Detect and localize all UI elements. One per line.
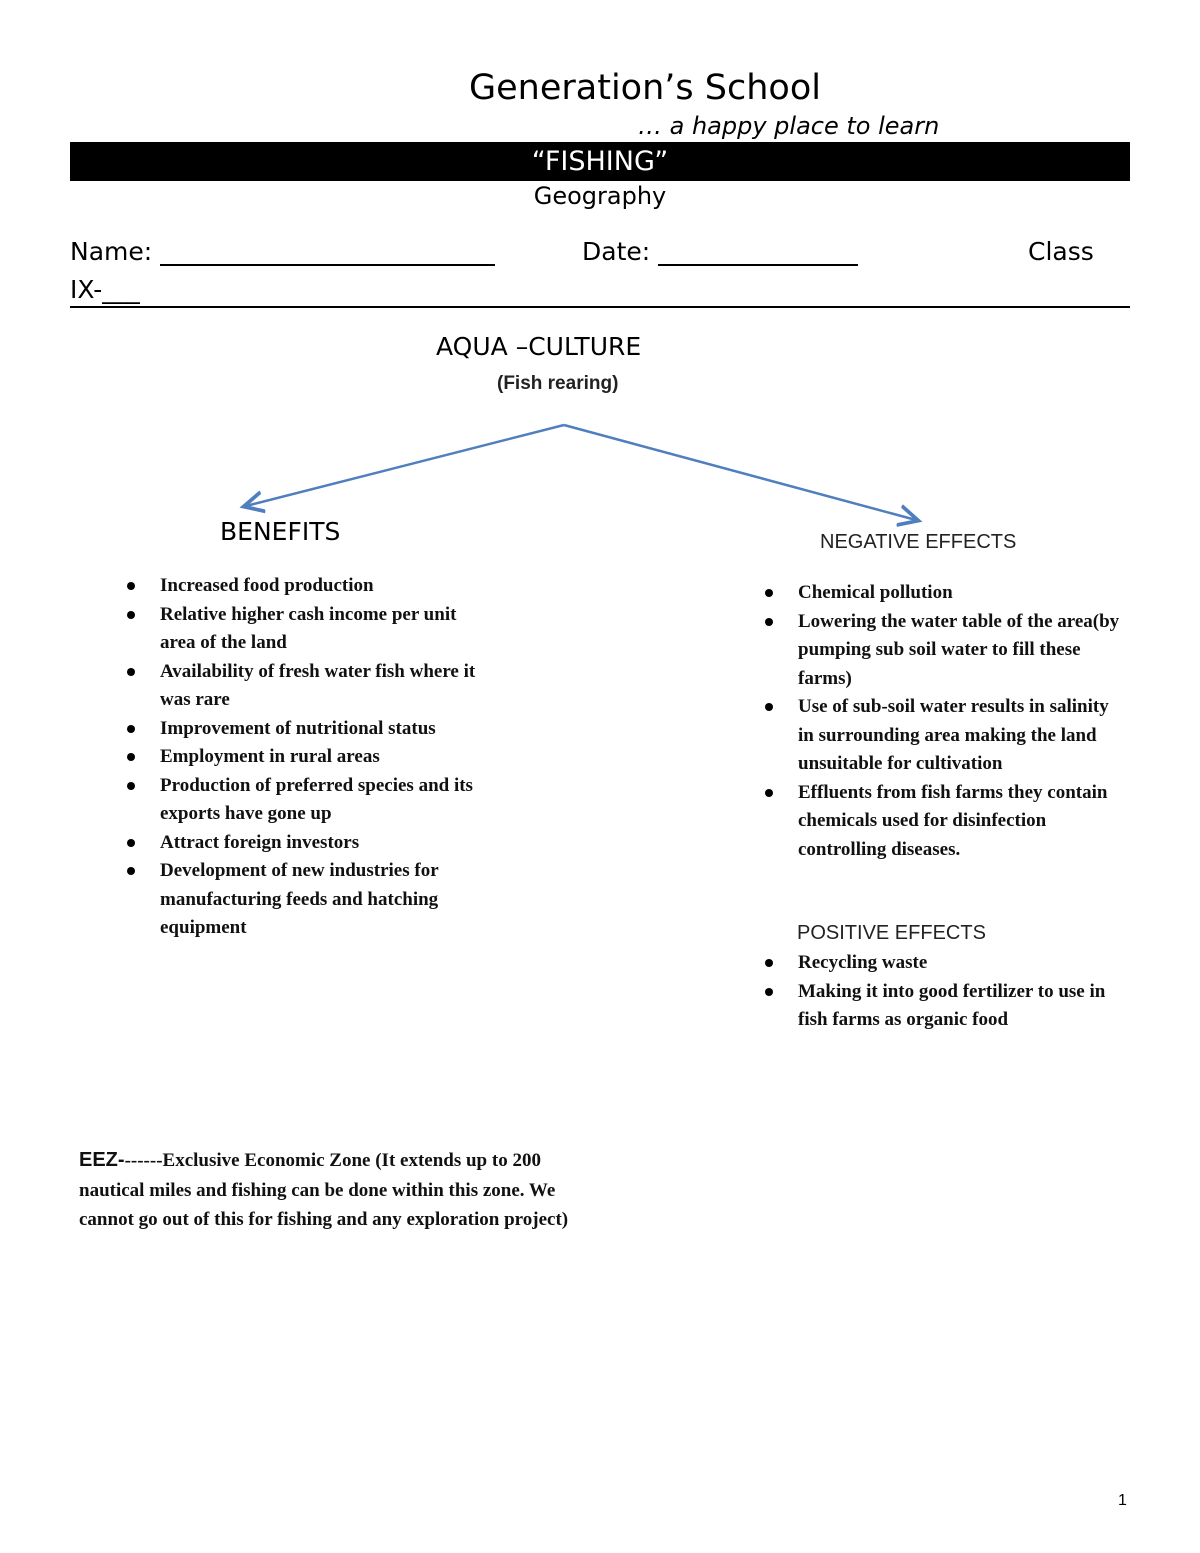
eez-definition — [79, 1146, 579, 1235]
class-value: IX-___ — [70, 275, 140, 304]
benefits-list — [160, 572, 490, 943]
list-item: Chemical pollution — [798, 579, 1128, 608]
bullet-icon — [127, 668, 135, 676]
list-item: Lowering the water table of the area(by pumping sub soil water to fill these farms) — [798, 608, 1128, 694]
class-label: Class — [1028, 237, 1094, 266]
bullet-icon — [127, 782, 135, 790]
arrow-to-benefits — [246, 425, 564, 506]
bullet-icon — [127, 725, 135, 733]
school-tagline: … a happy place to learn — [638, 112, 940, 140]
date-field — [582, 237, 858, 266]
eez-term: EEZ- — [79, 1149, 125, 1171]
list-item: Availability of fresh water fish where it was rare — [160, 658, 490, 715]
list-item: Improvement of nutritional status — [160, 715, 490, 744]
bullet-icon — [127, 582, 135, 590]
header-divider — [70, 306, 1130, 308]
bullet-icon — [127, 867, 135, 875]
subject-label: Geography — [533, 182, 667, 210]
bullet-icon — [765, 789, 773, 797]
bullet-icon — [127, 753, 135, 761]
worksheet-title: “FISHING” — [70, 142, 1130, 181]
bullet-icon — [765, 959, 773, 967]
bullet-icon — [127, 839, 135, 847]
positive-effects-heading: POSITIVE EFFECTS — [797, 922, 986, 944]
bullet-icon — [127, 611, 135, 619]
list-item: Development of new industries for manufacturing feeds and hatching equipment — [160, 857, 490, 943]
school-name: Generation’s School — [469, 68, 821, 108]
bullet-icon — [765, 589, 773, 597]
name-blank — [160, 238, 495, 266]
bullet-icon — [765, 703, 773, 711]
topic-subheading: (Fish rearing) — [497, 373, 619, 394]
name-label: Name: — [70, 237, 153, 266]
list-item: Relative higher cash income per unit area of the land — [160, 601, 490, 658]
topic-heading: AQUA –CULTURE — [436, 332, 642, 361]
bullet-icon — [765, 618, 773, 626]
list-item: Effluents from fish farms they contain chemicals used for disinfection controlling diseases. — [798, 779, 1128, 865]
positive-effects-list — [798, 949, 1128, 1035]
list-item: Increased food production — [160, 572, 490, 601]
benefits-heading: BENEFITS — [220, 517, 341, 546]
list-item: Use of sub-soil water results in salinity in surrounding area making the land unsuitable for cultivation — [798, 693, 1128, 779]
negative-effects-list — [798, 579, 1128, 864]
list-item: Making it into good fertilizer to use in fish farms as organic food — [798, 978, 1128, 1035]
date-blank — [658, 238, 858, 266]
name-field — [70, 237, 495, 266]
list-item: Recycling waste — [798, 949, 1128, 978]
eez-text: ------Exclusive Economic Zone (It extends up to 200 nautical miles and fishing can be done within this zone. We cannot go out of this for fishing and any exploration project) — [79, 1150, 569, 1230]
list-item: Employment in rural areas — [160, 743, 490, 772]
page-number: 1 — [1118, 1492, 1127, 1509]
bullet-icon — [765, 988, 773, 996]
list-item: Attract foreign investors — [160, 829, 490, 858]
list-item: Production of preferred species and its exports have gone up — [160, 772, 490, 829]
date-label: Date: — [582, 237, 651, 266]
negative-effects-heading: NEGATIVE EFFECTS — [820, 531, 1017, 553]
arrow-to-effects — [564, 425, 916, 520]
